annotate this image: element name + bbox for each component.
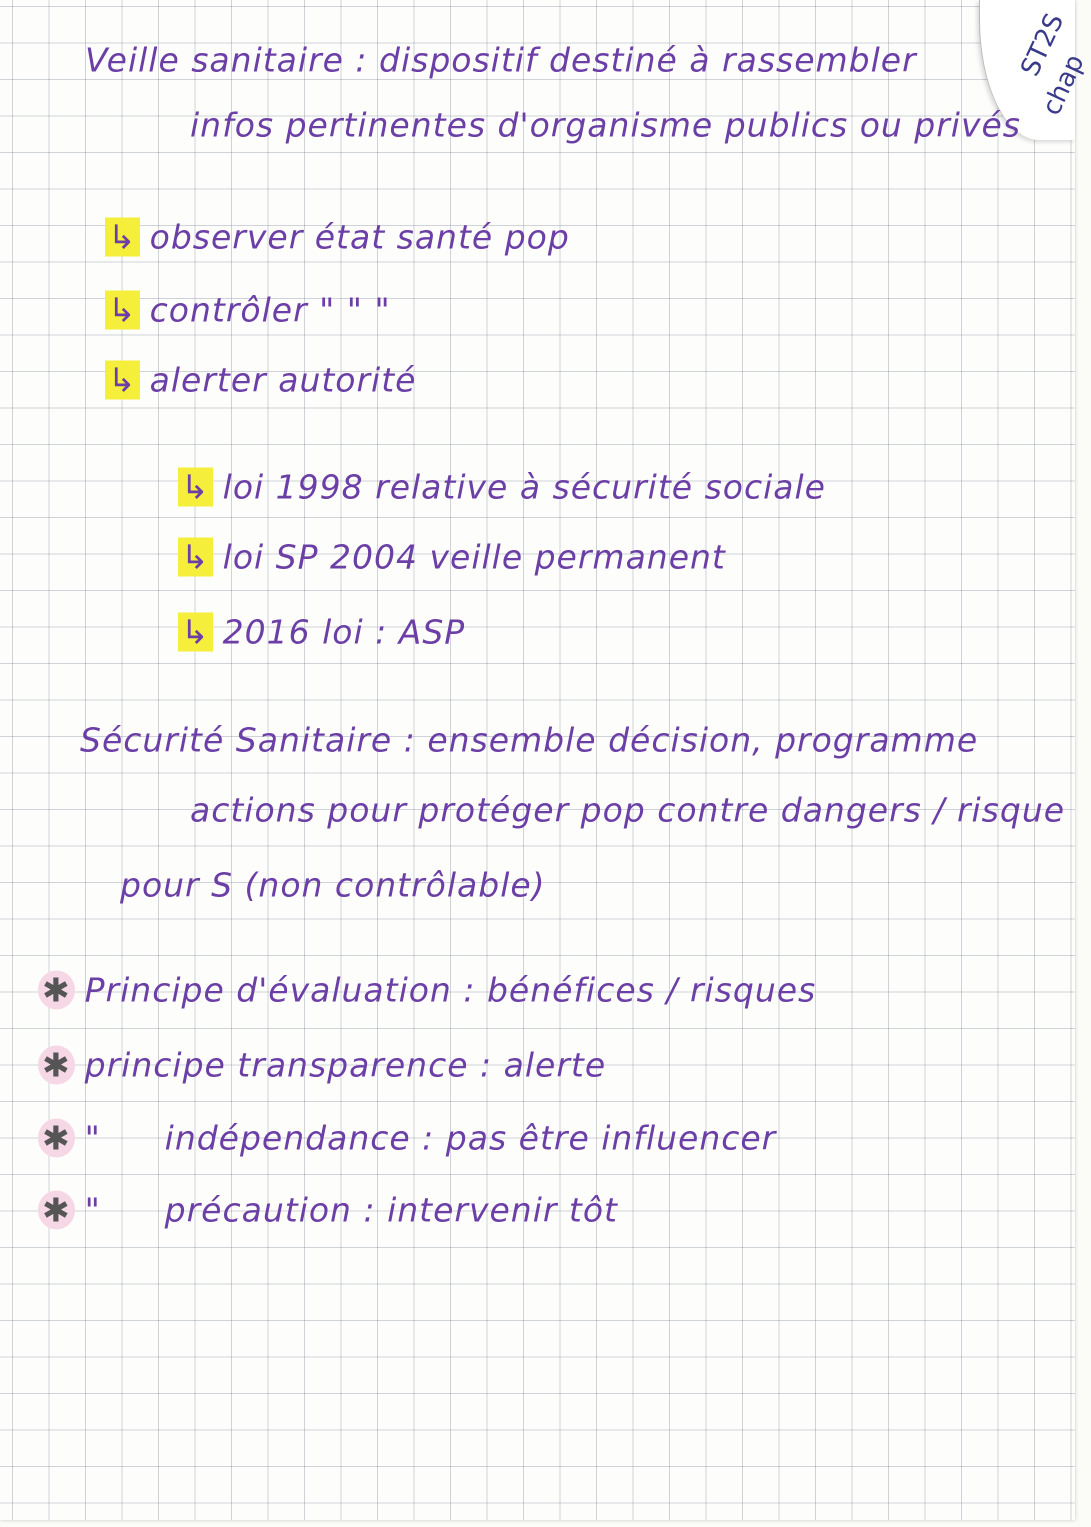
law-item [178, 538, 726, 577]
ditto-mark: " [84, 1190, 101, 1230]
bullet-text: observer état santé pop [149, 217, 570, 257]
veille-bullet [105, 291, 391, 330]
veille-definition: infos pertinentes d'organisme publics ou privés [190, 105, 1021, 145]
law-text: loi 1998 relative à sécurité sociale [222, 467, 826, 507]
bullet-text: alerter autorité [149, 360, 417, 400]
principle-item [38, 1191, 618, 1230]
asterisk-icon: ✱ [38, 1119, 75, 1158]
arrow-icon: ↳ [178, 468, 213, 507]
law-item [178, 468, 826, 507]
veille-bullet [105, 361, 416, 400]
arrow-icon: ↳ [105, 218, 140, 257]
principle-text: principe transparence : alerte [84, 1045, 607, 1085]
veille-title: Veille sanitaire : dispositif destiné à rassembler [85, 40, 917, 80]
arrow-icon: ↳ [178, 613, 213, 652]
asterisk-icon: ✱ [38, 971, 75, 1010]
corner-label: ST2S [1015, 9, 1071, 81]
arrow-icon: ↳ [105, 361, 140, 400]
securite-title: Sécurité Sanitaire : ensemble décision, programme [80, 720, 979, 760]
bullet-text: contrôler " " " [149, 290, 391, 330]
principle-item [38, 1046, 606, 1085]
arrow-icon: ↳ [105, 291, 140, 330]
asterisk-icon: ✱ [38, 1046, 75, 1085]
law-text: loi SP 2004 veille permanent [222, 537, 726, 577]
securite-definition: actions pour protéger pop contre dangers / risque [190, 790, 1066, 830]
ditto-mark: " [84, 1118, 101, 1158]
law-item [178, 613, 465, 652]
principle-text: Principe d'évaluation : bénéfices / risques [84, 970, 817, 1010]
corner-label: chap [1036, 50, 1091, 120]
principle-text: précaution : intervenir tôt [164, 1190, 618, 1230]
principle-item [38, 971, 816, 1010]
principle-item [38, 1119, 776, 1158]
law-text: 2016 loi : ASP [222, 612, 466, 652]
veille-bullet [105, 218, 570, 257]
securite-definition: pour S (non contrôlable) [120, 865, 546, 905]
principle-text: indépendance : pas être influencer [164, 1118, 777, 1158]
arrow-icon: ↳ [178, 538, 213, 577]
asterisk-icon: ✱ [38, 1191, 75, 1230]
